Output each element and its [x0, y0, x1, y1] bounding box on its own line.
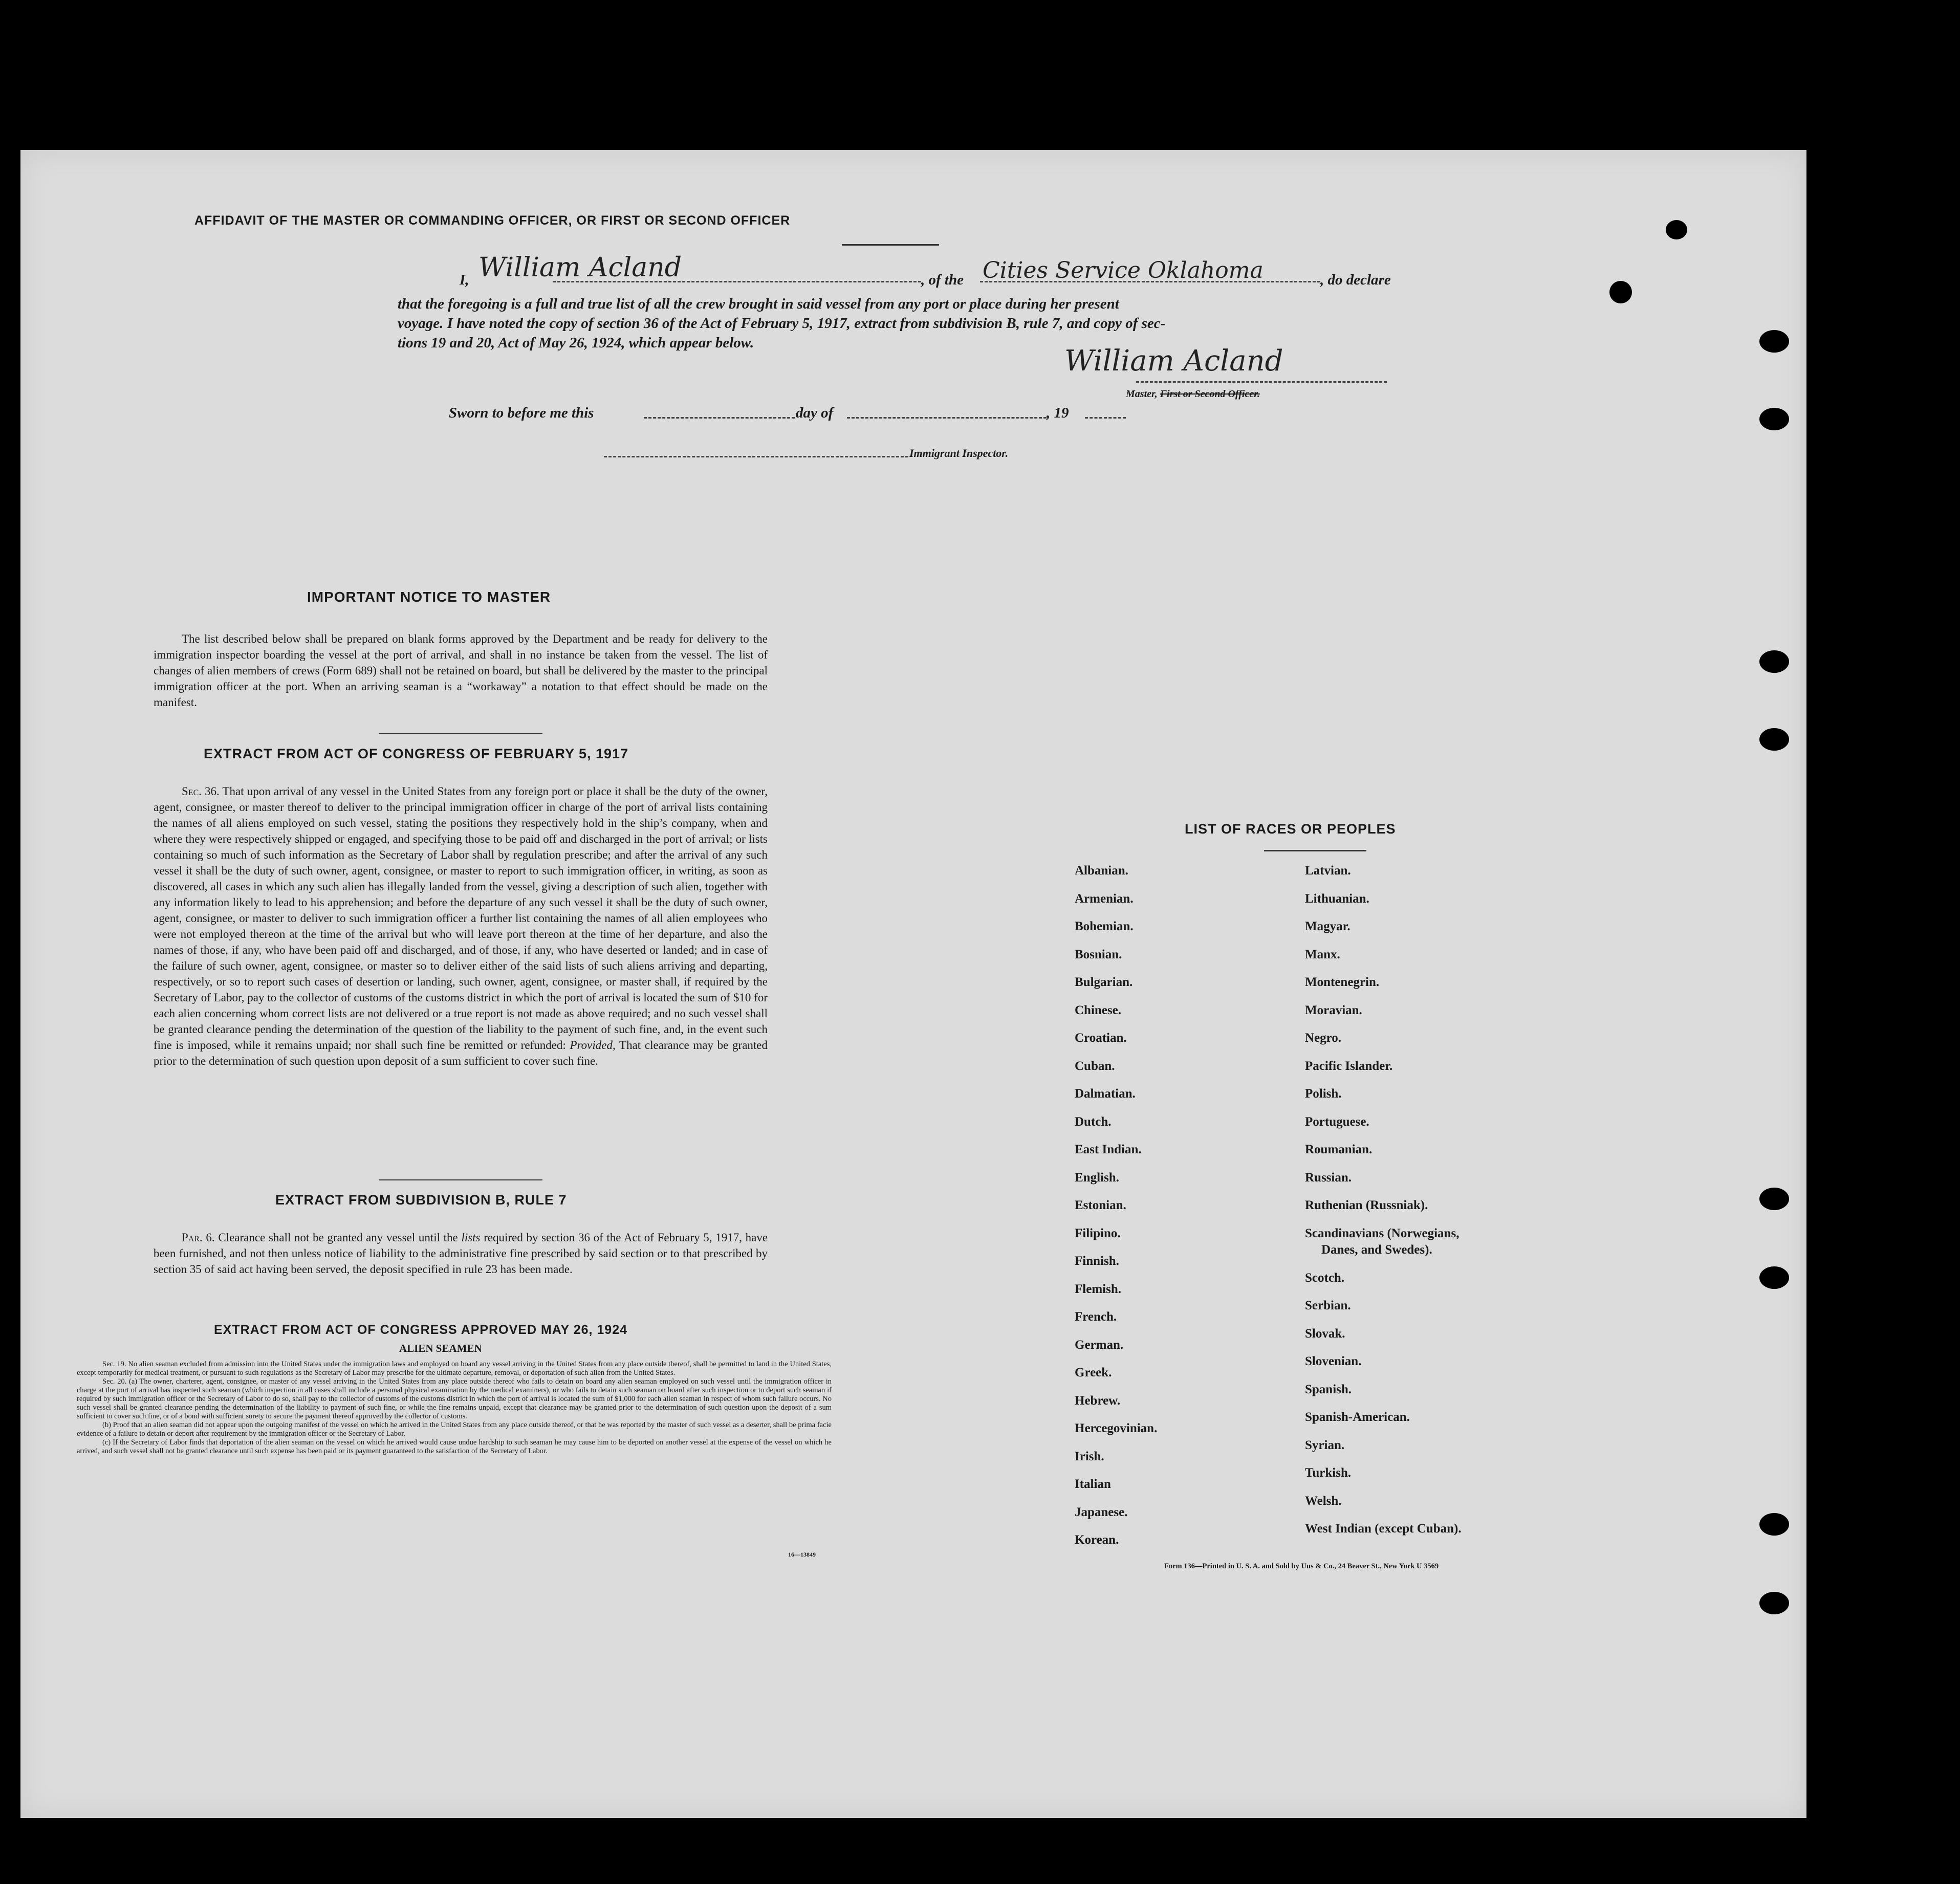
- notice-heading: IMPORTANT NOTICE TO MASTER: [307, 589, 551, 605]
- heading-divider: [842, 244, 939, 246]
- race-item: Flemish.: [1075, 1282, 1121, 1296]
- punch-hole: [1759, 1513, 1789, 1536]
- race-item: Slovak.: [1305, 1326, 1345, 1341]
- race-item: Danes, and Swedes).: [1321, 1243, 1432, 1257]
- race-item: Albanian.: [1075, 864, 1128, 878]
- section-36-end: That clearance may be granted prior to the determination of such question upon deposit of a sum sufficient to cover such fine.: [154, 1039, 768, 1067]
- printer-imprint: Form 136—Printed in U. S. A. and Sold by Uus & Co., 24 Beaver St., New York U 3569: [1164, 1562, 1439, 1570]
- affidavit-heading: AFFIDAVIT OF THE MASTER OR COMMANDING OFFICER, OR FIRST OR SECOND OFFICER: [194, 213, 791, 228]
- race-item: Lithuanian.: [1305, 891, 1369, 906]
- extract-1924-heading: EXTRACT FROM ACT OF CONGRESS APPROVED MAY 26, 1924: [214, 1323, 628, 1337]
- punch-hole: [1759, 1188, 1789, 1210]
- race-item: Serbian.: [1305, 1299, 1351, 1312]
- sec-19-text: Sec. 19. No alien seaman excluded from admission into the United States under the immigration laws and employed on board any vessel arriving in the United States from any place outside thereof, shall be permitted to land in the United States, except temporarily for medical treatment, or pursuant to such regulations as the Secretary of Labor may prescribe for the ultimate departure, removal, or deportation of such alien from the United States.: [77, 1360, 832, 1377]
- sworn-month-line: [847, 417, 1047, 419]
- vessel-name-line: [980, 281, 1320, 282]
- punch-hole: [1759, 408, 1789, 430]
- signature-line: [1136, 381, 1387, 383]
- races-divider: [1264, 850, 1366, 851]
- race-item: Cuban.: [1075, 1059, 1115, 1073]
- race-item: East Indian.: [1075, 1143, 1142, 1156]
- race-item: Filipino.: [1075, 1226, 1121, 1240]
- punch-hole: [1759, 330, 1789, 353]
- sworn-label: Sworn to before me this: [449, 405, 594, 421]
- race-item: Bulgarian.: [1075, 975, 1133, 989]
- affidavit-body: [398, 294, 1419, 353]
- race-item: Spanish.: [1305, 1382, 1352, 1396]
- race-item: Portuguese.: [1305, 1114, 1369, 1129]
- par-6-label: Par. 6.: [182, 1231, 215, 1244]
- section-36-body: That upon arrival of any vessel in the United States from any foreign port or place it shall be the duty of the owner, agent, consignee, or master thereof to deliver to the principal immigration officer in charge of the port of arrival lists containing the names of all aliens employed on such vessel, stating the positions they respectively hold in the ship’s company, when and where they were respectively shipped or engaged, and specifying those to be paid off and discharged in the port of arrival; or lists containing so much of such information as the Secretary of Labor shall by regulation prescribe; and after the arrival of any such vessel it shall be the duty of such owner, agent, consignee, or master to report to such immigration officer, in writing, as soon as discovered, all cases in which any such alien has illegally landed from the vessel, giving a description of such alien, together with any information likely to lead to his apprehension; and before the departure of any such vessel it shall be the duty of such owner, agent, consignee, or master to deliver to such immigration officer a further list containing the names of all alien employees who were not employed thereon at the time of the arrival but who will leave port thereon at the time of her departure, and also the names of those, if any, who have been paid off and discharged, and of those, if any, who have deserted or landed; and in case of the failure of such owner, agent, consignee, or master so to deliver either of the said lists of such aliens arriving and departing, respectively, or so to report such cases of desertion or landing, such owner, agent, consignee, or master shall, if required by the Secretary of Labor, pay to the collector of customs of the customs district in which the port of arrival is located the sum of $10 for each alien concerning whom correct lists are not delivered or a true report is not made as above required; and no such vessel shall be granted clearance pending the determination of the question of the liability to the payment of such fine, and, in the event such fine is imposed, while it remains unpaid; nor shall such fine be remitted or refunded:: [154, 785, 768, 1051]
- punch-hole: [1759, 1592, 1789, 1614]
- inspector-line: [604, 456, 908, 457]
- race-item: Negro.: [1305, 1031, 1342, 1045]
- punch-hole: [1759, 728, 1789, 751]
- title-struck: First or Second Officer.: [1160, 388, 1260, 400]
- rule7-text-a: Clearance shall not be granted any vessel until the: [218, 1231, 458, 1244]
- race-item: Roumanian.: [1305, 1143, 1373, 1156]
- extract-1917-divider: [379, 1179, 542, 1180]
- race-item: Finnish.: [1075, 1254, 1119, 1268]
- race-item: Magyar.: [1305, 919, 1351, 933]
- race-item: Slovenian.: [1305, 1354, 1362, 1368]
- race-item: Dutch.: [1075, 1114, 1112, 1129]
- sec-20b-text: (b) Proof that an alien seaman did not appear upon the outgoing manifest of the vessel on which he arrived in the United States from any place outside thereof, or that he was reported by the master of such vessel as a deserter, shall be prima facie evidence of a failure to detain or deport after requirement by the immigration officer or the Secretary of Labor.: [77, 1421, 832, 1438]
- title-master: Master,: [1126, 388, 1160, 400]
- race-item: Moravian.: [1305, 1003, 1362, 1017]
- race-item: Hebrew.: [1075, 1393, 1121, 1408]
- race-item: Polish.: [1305, 1087, 1342, 1101]
- races-left-column: [1075, 857, 1157, 1554]
- race-item: Armenian.: [1075, 891, 1134, 906]
- alien-seamen-subheading: ALIEN SEAMEN: [399, 1342, 482, 1354]
- race-item: Turkish.: [1305, 1466, 1352, 1480]
- form-number: 16—13849: [788, 1551, 816, 1558]
- race-item: Bohemian.: [1075, 919, 1134, 933]
- rule7-text: [154, 1230, 768, 1277]
- race-item: Manx.: [1305, 947, 1340, 961]
- race-item: Croatian.: [1075, 1031, 1127, 1045]
- race-item: Hercegovinian.: [1075, 1421, 1158, 1435]
- race-item: Chinese.: [1075, 1003, 1121, 1017]
- lists-word: lists: [461, 1231, 481, 1244]
- do-declare-label: , do declare: [1320, 272, 1391, 288]
- punch-hole: [1759, 1266, 1789, 1289]
- race-item: Syrian.: [1305, 1438, 1345, 1452]
- punch-hole: [1609, 281, 1632, 303]
- race-item: German.: [1075, 1338, 1124, 1352]
- extract-1917-text: [154, 783, 768, 1069]
- race-item: French.: [1075, 1310, 1117, 1324]
- race-item: Spanish-American.: [1305, 1410, 1410, 1424]
- master-name-handwritten: William Acland: [478, 252, 682, 283]
- day-of-label: day of: [796, 405, 834, 421]
- vessel-name-handwritten: Cities Service Oklahoma: [983, 257, 1264, 283]
- race-item: Latvian.: [1305, 864, 1351, 878]
- affidavit-line-3: voyage. I have noted the copy of section 36 of the Act of February 5, 1917, extract from subdivision B, rule 7, and copy of sec-: [398, 315, 1166, 332]
- document-page: [20, 150, 1806, 1818]
- race-item: Ruthenian (Russniak).: [1305, 1198, 1428, 1212]
- race-item: Italian: [1075, 1477, 1111, 1491]
- races-right-column: [1305, 857, 1462, 1543]
- sworn-year-line: [1085, 417, 1126, 419]
- signature-title: [1126, 388, 1260, 400]
- extract-1917-heading: EXTRACT FROM ACT OF CONGRESS OF FEBRUARY 5, 1917: [204, 746, 629, 761]
- race-item: Dalmatian.: [1075, 1087, 1136, 1101]
- race-item: Welsh.: [1305, 1494, 1342, 1508]
- notice-text: The list described below shall be prepared on blank forms approved by the Department and be ready for delivery to the immigration inspector boarding the vessel at the port of arrival, and shall in no instance be taken from the vessel. The list of changes of alien members of crews (Form 689) shall not be retained on board, but shall be delivered by the master to the principal immigration officer at the port. When an arriving seaman is a “workaway” a notation to that effect should be made on the manifest.: [154, 632, 768, 709]
- punch-hole: [1666, 220, 1687, 239]
- race-item: West Indian (except Cuban).: [1305, 1522, 1462, 1536]
- race-item: Korean.: [1075, 1533, 1119, 1547]
- sworn-day-line: [644, 417, 795, 419]
- master-name-line: [553, 281, 921, 282]
- inspector-label: Immigrant Inspector.: [909, 447, 1009, 459]
- section-36-label: Sec. 36.: [182, 785, 220, 798]
- year-label: , 19: [1047, 405, 1069, 421]
- race-item: Greek.: [1075, 1366, 1112, 1379]
- race-item: Bosnian.: [1075, 947, 1122, 961]
- of-the-label: , of the: [921, 272, 964, 288]
- race-item: Scandinavians (Norwegians,: [1305, 1226, 1460, 1240]
- race-item: English.: [1075, 1170, 1119, 1185]
- affidavit-line-4: tions 19 and 20, Act of May 26, 1924, which appear below.: [398, 335, 754, 351]
- affidavit-line-2: that the foregoing is a full and true list of all the crew brought in said vessel from any port or place during her present: [398, 296, 1119, 312]
- master-signature: William Acland: [1064, 344, 1283, 378]
- punch-hole: [1759, 650, 1789, 673]
- race-item: Estonian.: [1075, 1198, 1126, 1212]
- i-label: I,: [460, 272, 469, 288]
- race-item: Japanese.: [1075, 1505, 1128, 1519]
- rule7-heading: EXTRACT FROM SUBDIVISION B, RULE 7: [275, 1192, 567, 1208]
- rule7-text-b: required by section 36 of the Act of February 5, 1917, have been furnished, and not then unless notice of liability to the administrative fine prescribed by said section or to that prescribed by section 35 of said act having been served, the deposit specified in rule 23 has been made.: [154, 1231, 768, 1276]
- race-item: Scotch.: [1305, 1270, 1345, 1285]
- provided-word: Provided,: [570, 1039, 616, 1051]
- race-item: Irish.: [1075, 1449, 1104, 1463]
- extract-1924-text: [77, 1360, 832, 1456]
- notice-divider: [379, 733, 542, 734]
- sec-20c-text: (c) If the Secretary of Labor finds that deportation of the alien seaman on the vessel on which he arrived would cause undue hardship to such seaman he may cause him to be deported on another vessel at the expense of the vessel on which he arrived, and such vessel shall not be granted clearance until such expense has been paid or its payment guaranteed to the satisfaction of the Secretary of Labor.: [77, 1438, 832, 1455]
- race-item: Montenegrin.: [1305, 975, 1380, 989]
- sec-20a-text: Sec. 20. (a) The owner, charterer, agent, consignee, or master of any vessel arriving in the United States from any place outside thereof who fails to detain on board any alien seaman employed on such vessel until the immigration officer in charge at the port of arrival has inspected such seaman (which inspection in all cases shall include a personal physical examination by the medical examiners), or who fails to detain such seaman on board after such inspection or to deport such seaman if required by such immigration officer or the Secretary of Labor to do so, shall pay to the collector of customs of the customs district in which the port of arrival is located the sum of $1,000 for each alien seaman in respect of whom such failure occurs. No such vessel shall be granted clearance pending the determination of the liability to payment of such fine, or while the fine remains unpaid, except that clearance may be granted prior to the determination of such question upon the deposit of a sum sufficient to cover such fine, or of a bond with sufficient surety to secure the payment thereof approved by the collector of customs.: [77, 1377, 832, 1420]
- race-item: Russian.: [1305, 1170, 1352, 1185]
- races-heading: LIST OF RACES OR PEOPLES: [1185, 821, 1396, 837]
- race-item: Pacific Islander.: [1305, 1059, 1393, 1073]
